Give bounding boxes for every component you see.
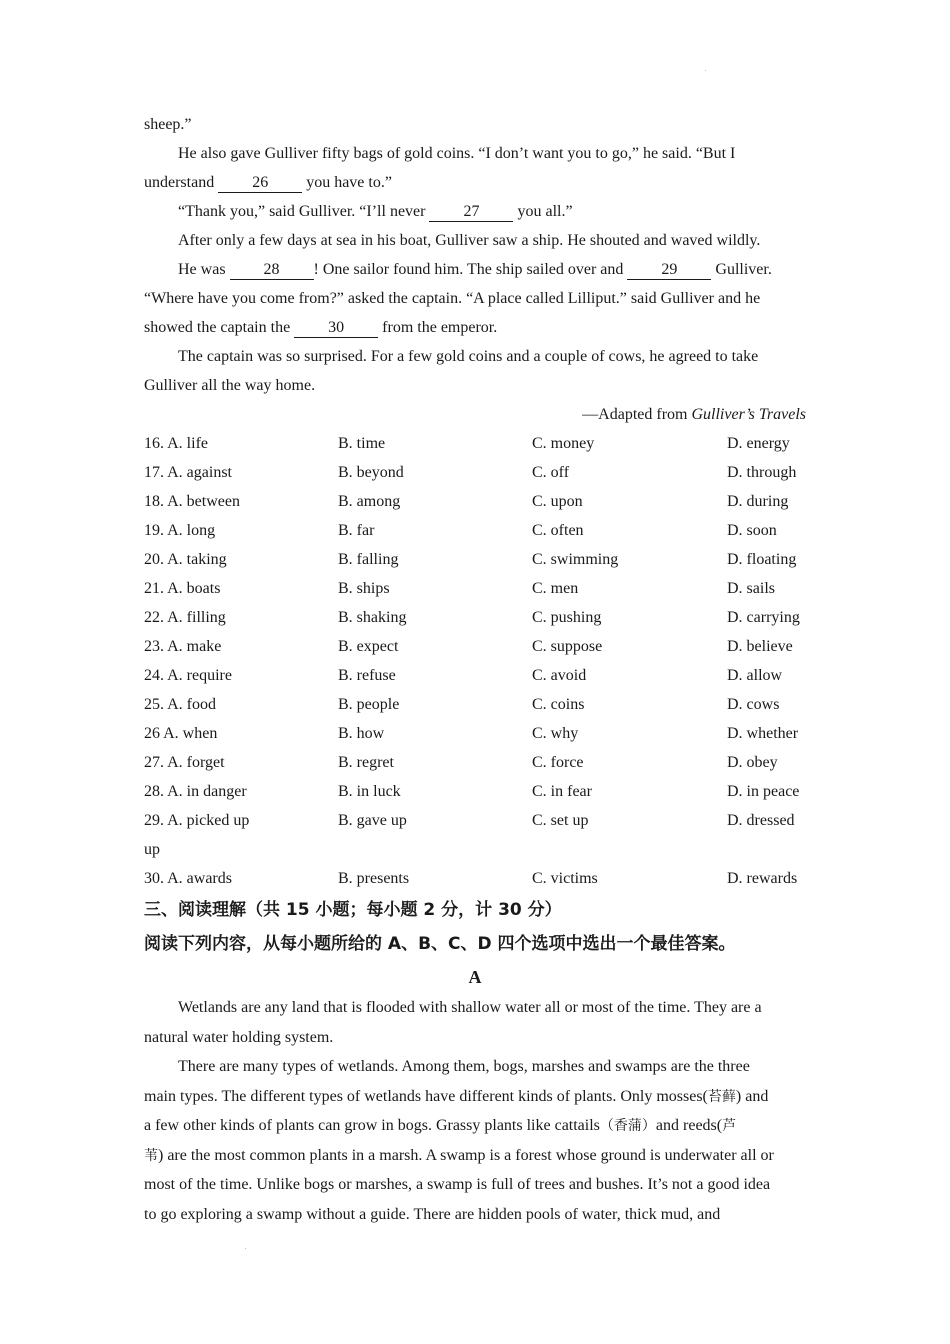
option-row [144,661,806,690]
option-b: B. expect [338,638,399,655]
passage-line: Wetlands are any land that is flooded with shallow water all or most of the time. They are a [178,999,762,1016]
blank-26: 26 [218,174,302,193]
option-d: D. believe [727,638,793,655]
option-b: B. regret [338,754,394,771]
option-c: C. in fear [532,783,592,800]
passage-line: natural water holding system. [144,1028,334,1046]
option-d: D. during [727,493,789,510]
option-b: B. how [338,725,385,742]
option-c: C. suppose [532,638,603,655]
story-line: “Where have you come from?” asked the captain. “A place called Lilliput.” said Gulliver and he [144,290,761,307]
option-b: B. shaking [338,609,407,626]
option-d: D. soon [727,522,777,539]
passage-line: a few other kinds of plants can grow in bogs. Grassy plants like cattails（香蒲）and reeds(芦 [144,1117,737,1134]
option-a: 21. A. boats [144,580,221,597]
option-d: D. floating [727,551,797,568]
option-row [144,690,806,719]
option-a: 22. A. filling [144,609,226,626]
passage-line: 苇) are the most common plants in a marsh. A swamp is a forest whose ground is underwater all or [144,1146,774,1164]
option-row [144,429,806,458]
section-heading: 三、阅读理解（共 15 小题；每小题 2 分，计 30 分） [144,900,562,920]
option-d: D. dressed [727,812,795,829]
option-d: D. through [727,464,797,481]
blank-27: 27 [429,203,513,222]
option-c: C. force [532,754,584,771]
option-c: C. avoid [532,667,587,684]
option-row [144,487,806,516]
passage-line: main types. The different types of wetlands have different kinds of plants. Only mosses(苔藓) and [144,1087,769,1105]
option-row [144,806,806,835]
option-a: 17. A. against [144,464,232,481]
option-row [144,603,806,632]
option-row [144,748,806,777]
option-row [144,632,806,661]
story-line: showed the captain the 30 from the emperor. [144,319,498,336]
blank-29: 29 [627,261,711,280]
option-c: C. upon [532,493,583,510]
option-c: C. victims [532,870,598,887]
option-d: D. obey [727,754,778,771]
option-d: D. allow [727,667,783,684]
option-c: C. men [532,580,579,597]
option-row [144,719,806,748]
option-a: 20. A. taking [144,551,227,568]
option-d: D. whether [727,725,799,742]
option-c: C. pushing [532,609,602,626]
blank-28: 28 [230,261,314,280]
passage-label: A [468,967,482,987]
option-d: D. cows [727,696,780,713]
option-a: 26 A. when [144,725,218,742]
option-row [144,516,806,545]
option-b: B. far [338,522,375,539]
passage-line: most of the time. Unlike bogs or marshes, a swamp is full of trees and bushes. It’s not a good idea [144,1176,771,1193]
option-row [144,545,806,574]
option-b: B. people [338,696,400,713]
answer-options [144,429,806,893]
option-a: 30. A. awards [144,870,232,887]
option-c: C. set up [532,812,589,829]
story-line: After only a few days at sea in his boat, Gulliver saw a ship. He shouted and waved wildly. [178,232,761,249]
option-c: C. coins [532,696,585,713]
option-c: C. money [532,435,595,452]
option-a: 24. A. require [144,667,232,684]
option-a: 19. A. long [144,522,216,539]
option-d: D. in peace [727,783,800,800]
option-b: B. time [338,435,386,452]
option-b: B. beyond [338,464,404,481]
passage-line: There are many types of wetlands. Among them, bogs, marshes and swamps are the three [178,1058,750,1075]
source-credit: —Adapted from Gulliver’s Travels [582,406,806,423]
story-line: Gulliver all the way home. [144,377,316,394]
option-d: D. sails [727,580,775,597]
section-instruction: 阅读下列内容，从每小题所给的 A、B、C、D 四个选项中选出一个最佳答案。 [144,934,736,954]
story-line: understand 26 you have to.” [144,174,392,191]
option-c: C. why [532,725,579,742]
option-d: D. rewards [727,870,798,887]
option-a: 16. A. life [144,435,208,452]
option-a: 28. A. in danger [144,783,247,800]
option-b: B. falling [338,551,399,568]
story-line: He also gave Gulliver fifty bags of gold coins. “I don’t want you to go,” he said. “But I [178,145,736,162]
option-row [144,574,806,603]
option-d: D. carrying [727,609,800,626]
passage-line: to go exploring a swamp without a guide. There are hidden pools of water, thick mud, and [144,1205,721,1223]
option-row [144,777,806,806]
option-c: C. often [532,522,584,539]
scan-dot-top [705,70,706,71]
page-content [144,110,806,1229]
option-a: 29. A. picked up [144,812,250,829]
book-title: Gulliver’s Travels [691,406,806,423]
story-line: The captain was so surprised. For a few gold coins and a couple of cows, he agreed to take [178,348,759,365]
option-a: 23. A. make [144,638,222,655]
story-line: “Thank you,” said Gulliver. “I’ll never 27 you all.” [178,203,573,220]
blank-30: 30 [294,319,378,338]
option-b: B. presents [338,870,410,887]
option-c: C. off [532,464,570,481]
option-a: 25. A. food [144,696,216,713]
option-row [144,864,806,893]
option-row [144,458,806,487]
option-b: B. refuse [338,667,396,684]
option-a: 27. A. forget [144,754,225,771]
option-b: B. gave up [338,812,407,829]
option-d: D. energy [727,435,790,452]
scan-dot-bottom [245,1248,246,1249]
story-line: sheep.” [144,116,192,133]
option-row [144,835,806,864]
option-a: up [144,841,160,858]
option-b: B. among [338,493,401,510]
story-line: He was 28 ! One sailor found him. The ship sailed over and 29 Gulliver. [178,261,772,278]
option-b: B. in luck [338,783,401,800]
option-b: B. ships [338,580,390,597]
option-a: 18. A. between [144,493,240,510]
option-c: C. swimming [532,551,619,568]
